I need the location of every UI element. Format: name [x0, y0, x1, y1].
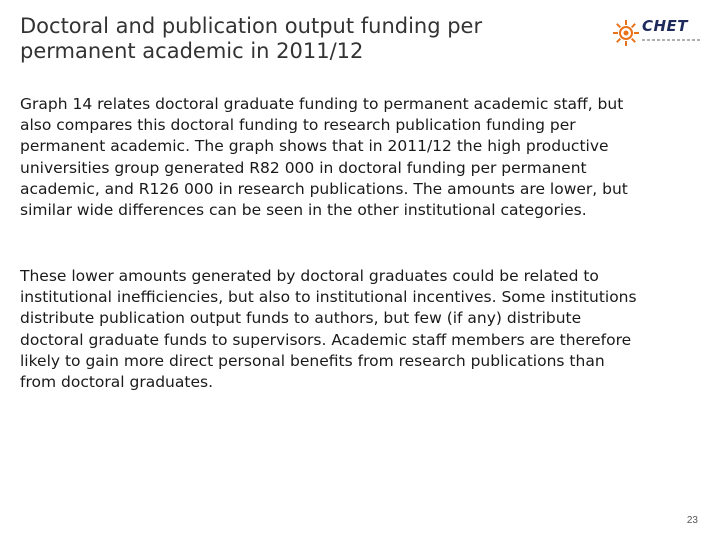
chet-sunburst-icon	[612, 19, 640, 47]
logo-tagline-line	[642, 39, 702, 41]
page-number: 23	[686, 515, 698, 526]
graph-reference: Graph 14	[20, 95, 93, 113]
paragraph-2: These lower amounts generated by doctoral graduates could be related to institutional inefficiencies, but also to institutional incentives. Some institutions distribute publication output funds to authors, but few (if any) distribute doctoral graduate funds to supervisors. Academic staff members are therefore likely to gain more direct personal benefits from research publications than from doctoral graduates.	[20, 267, 637, 392]
paragraph-1	[20, 94, 640, 221]
slide-title: Doctoral and publication output funding per permanent academic in 2011/12	[20, 14, 483, 63]
paragraph-1-text: relates doctoral graduate funding to permanent academic staff, but also compares this doctoral funding to research publication funding per permanent academic. The graph shows that in 2011/12 the high productive universities group generated R82 000 in doctoral funding per permanent academic, and R126 000 in research publications. The amounts are lower, but similar wide differences can be seen in the other institutional categories.	[20, 95, 628, 220]
logo-wordmark: CHET	[642, 17, 689, 35]
chet-logo	[612, 17, 702, 53]
